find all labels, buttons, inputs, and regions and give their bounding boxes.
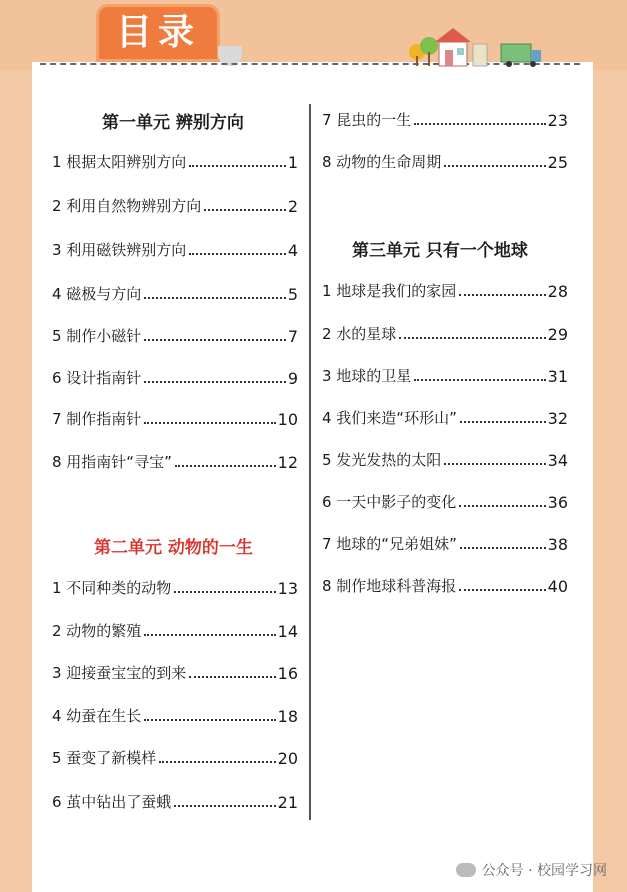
toc-entry[interactable] <box>52 280 298 304</box>
entry-label: 8 动物的生命周期 <box>322 153 442 171</box>
toc-entry[interactable] <box>322 404 568 428</box>
entry-page: 32 <box>547 409 568 428</box>
entry-label: 6 设计指南针 <box>52 369 142 387</box>
toc-entry[interactable] <box>322 320 568 344</box>
entry-page: 29 <box>547 325 568 344</box>
toc-entry[interactable] <box>52 744 298 768</box>
toc-entry[interactable] <box>52 659 298 683</box>
leader-dots <box>174 805 275 807</box>
entry-label: 7 制作指南针 <box>52 410 142 428</box>
entry-label: 8 用指南针“寻宝” <box>52 453 172 471</box>
leader-dots <box>459 589 545 591</box>
entry-page: 25 <box>547 153 568 172</box>
entry-page: 2 <box>287 197 298 216</box>
entry-label: 8 制作地球科普海报 <box>322 577 457 595</box>
entry-page: 13 <box>277 579 298 598</box>
leader-dots <box>144 634 275 636</box>
entry-label: 1 根据太阳辨别方向 <box>52 153 187 171</box>
toc-entry[interactable] <box>52 322 298 346</box>
entry-label: 7 地球的“兄弟姐妹” <box>322 535 457 553</box>
entry-label: 1 不同种类的动物 <box>52 579 172 597</box>
leader-dots <box>144 422 275 424</box>
leader-dots <box>444 463 545 465</box>
toc-entry[interactable] <box>52 364 298 388</box>
entry-label: 5 发光发热的太阳 <box>322 451 442 469</box>
toc-entry[interactable] <box>52 702 298 726</box>
leader-dots <box>399 337 545 339</box>
wechat-icon <box>456 863 476 877</box>
leader-dots <box>204 209 286 211</box>
entry-label: 4 幼蚕在生长 <box>52 707 142 725</box>
leader-dots <box>144 339 286 341</box>
entry-page: 38 <box>547 535 568 554</box>
toc-entry[interactable] <box>52 574 298 598</box>
entry-page: 12 <box>277 453 298 472</box>
leader-dots <box>175 465 276 467</box>
entry-page: 7 <box>287 327 298 346</box>
toc-entry[interactable] <box>322 530 568 554</box>
entry-page: 16 <box>277 664 298 683</box>
leader-dots <box>189 676 275 678</box>
entry-label: 6 一天中影子的变化 <box>322 493 457 511</box>
leader-dots <box>174 591 275 593</box>
entry-label: 3 地球的卫星 <box>322 367 412 385</box>
entry-page: 40 <box>547 577 568 596</box>
entry-page: 34 <box>547 451 568 470</box>
entry-page: 31 <box>547 367 568 386</box>
entry-label: 2 利用自然物辨别方向 <box>52 197 202 215</box>
page-title: 目录 <box>96 4 220 62</box>
entry-label: 1 地球是我们的家园 <box>322 282 457 300</box>
toc-entry[interactable] <box>52 448 298 472</box>
watermark <box>456 860 607 880</box>
entry-page: 9 <box>287 369 298 388</box>
toc-entry[interactable] <box>52 617 298 641</box>
toc-entry[interactable] <box>322 488 568 512</box>
entry-page: 20 <box>277 749 298 768</box>
toc-entry[interactable] <box>52 192 298 216</box>
entry-page: 36 <box>547 493 568 512</box>
entry-label: 2 动物的繁殖 <box>52 622 142 640</box>
leader-dots <box>189 165 286 167</box>
toc-entry[interactable] <box>322 362 568 386</box>
unit1-heading: 第一单元 辨别方向 <box>102 113 244 133</box>
leader-dots <box>144 719 275 721</box>
entry-page: 28 <box>547 282 568 301</box>
entry-page: 23 <box>547 111 568 130</box>
toc-entry[interactable] <box>322 106 568 130</box>
entry-label: 5 蚕变了新模样 <box>52 749 157 767</box>
entry-page: 14 <box>277 622 298 641</box>
houses-illustration <box>405 16 545 68</box>
entry-label: 2 水的星球 <box>322 325 397 343</box>
toc-entry[interactable] <box>52 236 298 260</box>
entry-label: 6 茧中钻出了蚕蛾 <box>52 793 172 811</box>
toc-entry[interactable] <box>322 572 568 596</box>
entry-page: 21 <box>277 793 298 812</box>
leader-dots <box>460 547 546 549</box>
leader-dots <box>459 294 545 296</box>
toc-entry[interactable] <box>322 277 568 301</box>
entry-label: 4 我们来造“环形山” <box>322 409 457 427</box>
leader-dots <box>144 297 286 299</box>
leader-dots <box>459 505 545 507</box>
toc-entry[interactable] <box>52 788 298 812</box>
toc-entry[interactable] <box>322 446 568 470</box>
toc-entry[interactable] <box>52 148 298 172</box>
leader-dots <box>144 381 286 383</box>
leader-dots <box>189 253 286 255</box>
leader-dots <box>444 165 545 167</box>
entry-label: 7 昆虫的一生 <box>322 111 412 129</box>
entry-label: 5 制作小磁针 <box>52 327 142 345</box>
unit3-heading: 第三单元 只有一个地球 <box>352 241 528 261</box>
leader-dots <box>460 421 546 423</box>
toc-entry[interactable] <box>52 405 298 429</box>
leader-dots <box>414 123 545 125</box>
entry-label: 3 利用磁铁辨别方向 <box>52 241 187 259</box>
toc-entry[interactable] <box>322 148 568 172</box>
watermark-text: 公众号 · 校园学习网 <box>481 863 607 879</box>
entry-page: 4 <box>287 241 298 260</box>
column-divider <box>309 104 311 820</box>
entry-page: 1 <box>287 153 298 172</box>
entry-page: 18 <box>277 707 298 726</box>
entry-page: 5 <box>287 285 298 304</box>
leader-dots <box>159 761 275 763</box>
entry-page: 10 <box>277 410 298 429</box>
unit2-heading: 第二单元 动物的一生 <box>94 538 253 558</box>
entry-label: 3 迎接蚕宝宝的到来 <box>52 664 187 682</box>
entry-label: 4 磁极与方向 <box>52 285 142 303</box>
leader-dots <box>414 379 545 381</box>
